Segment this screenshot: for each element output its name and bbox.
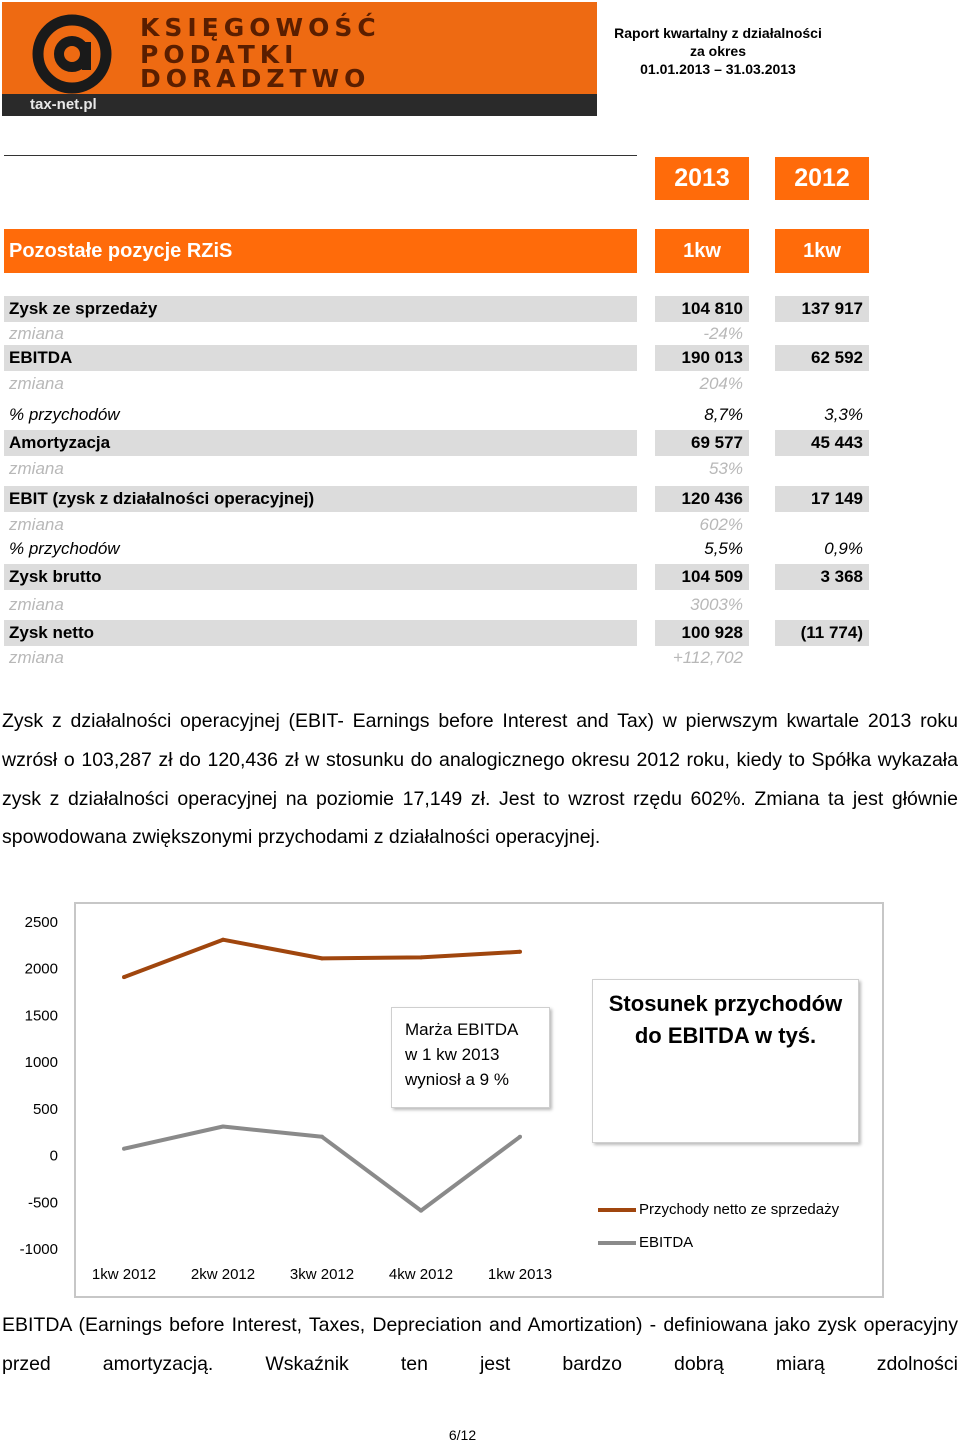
legend-swatch-revenue — [598, 1208, 636, 1212]
row-label: Zysk ze sprzedaży — [4, 296, 637, 322]
table-row — [4, 486, 870, 512]
logo-url: tax-net.pl — [30, 96, 97, 113]
row-label: Zysk brutto — [4, 564, 637, 590]
y-tick-label: 1500 — [24, 1007, 58, 1025]
table-row — [4, 296, 870, 322]
y-tick-label: 0 — [49, 1147, 58, 1165]
value-2013: 5,5% — [704, 539, 743, 558]
table-row — [4, 321, 870, 347]
logo-text-line-2: PODATKI — [140, 40, 299, 69]
table-row — [4, 564, 870, 590]
y-tick-label: 2500 — [24, 914, 58, 931]
section-title: Pozostałe pozycje RZiS — [4, 229, 637, 273]
table-row — [4, 345, 870, 371]
ebitda-margin-note: Marża EBITDA w 1 kw 2013 wyniosł a 9 % — [391, 1007, 550, 1108]
legend-label-ebitda: EBITDA — [639, 1234, 694, 1251]
legend-item-revenue — [598, 1199, 878, 1221]
legend-swatch-ebitda — [598, 1241, 636, 1245]
value-2013: 204% — [699, 374, 743, 393]
at-sign-icon — [32, 14, 112, 94]
year-header-2012: 2012 — [775, 157, 869, 200]
row-label: zmiana — [9, 374, 64, 393]
y-tick-label: 500 — [32, 1100, 58, 1118]
table-row — [4, 512, 870, 538]
logo-strip — [2, 94, 597, 116]
quarter-header-2012: 1kw — [775, 229, 869, 273]
year-header-2013: 2013 — [655, 157, 749, 200]
row-label: % przychodów — [9, 405, 120, 424]
value-2012 — [775, 645, 869, 671]
y-tick-label: 1000 — [24, 1054, 58, 1072]
row-label: EBITDA — [4, 345, 637, 371]
ebit-description: Zysk z działalności operacyjnej (EBIT- Earnings before Interest and Tax) w pierwszym kwartale 2013 roku wzrósł o 103,287 zł do 120,436 zł w stosunku do analogicznego okresu 2012 roku, kiedy to Spółka wykazała zysk z działalności operacyjnej na poziomie 17,149 zł. Jest to wzrost rzędu 602%. Zmiana ta jest głównie spowodowana zwiększonymi przychodami z działalności operacyjnej. — [2, 710, 958, 849]
chart-title: Stosunek przychodów do EBITDA w tyś. — [592, 979, 859, 1143]
x-tick-label: 3kw 2012 — [289, 1266, 355, 1283]
legend-item-ebitda — [598, 1232, 878, 1254]
value-2012 — [775, 512, 869, 538]
value-2012 — [775, 371, 869, 397]
y-tick-label: -500 — [27, 1194, 58, 1212]
company-logo — [2, 2, 597, 116]
value-2012 — [775, 456, 869, 482]
report-period-dates: 01.01.2013 – 31.03.2013 — [640, 61, 796, 77]
x-tick-label: 1kw 2012 — [91, 1266, 157, 1283]
ebitda-definition: EBITDA (Earnings before Interest, Taxes, Depreciation and Amortization) - definiowana jako zysk operacyjny przed amortyzacją. Wskaźnik ten jest bardzo dobrą miarą zdolności — [2, 1314, 958, 1375]
value-2012: 137 917 — [775, 296, 869, 322]
row-label: EBIT (zysk z działalności operacyjnej) — [4, 486, 637, 512]
value-2013: 3003% — [690, 595, 743, 614]
value-2013: 104 509 — [655, 564, 749, 590]
value-2012 — [775, 592, 869, 618]
value-2013: -24% — [703, 324, 743, 343]
table-row — [4, 536, 870, 562]
table-row — [4, 620, 870, 646]
report-title — [598, 24, 838, 78]
x-tick-label: 1kw 2013 — [487, 1266, 553, 1283]
value-2012: 3 368 — [775, 564, 869, 590]
quarter-header-2013: 1kw — [655, 229, 749, 273]
value-2013: 53% — [708, 459, 743, 478]
table-row — [4, 402, 870, 428]
report-title-line: Raport kwartalny z działalności — [614, 25, 822, 41]
table-row — [4, 430, 870, 456]
value-2013: 100 928 — [655, 620, 749, 646]
row-label: zmiana — [9, 648, 64, 667]
value-2013: 69 577 — [655, 430, 749, 456]
report-period-label: za okres — [689, 43, 747, 59]
row-label: zmiana — [9, 324, 64, 343]
value-2012: 3,3% — [824, 405, 863, 424]
row-label: zmiana — [9, 459, 64, 478]
y-tick-label: -1000 — [19, 1241, 58, 1258]
value-2012: 62 592 — [775, 345, 869, 371]
value-2012: 17 149 — [775, 486, 869, 512]
value-2013: 8,7% — [704, 405, 743, 424]
x-tick-label: 4kw 2012 — [388, 1266, 454, 1283]
row-label: % przychodów — [9, 539, 120, 558]
row-label: zmiana — [9, 595, 64, 614]
value-2013: 602% — [699, 515, 743, 534]
y-tick-label: 2000 — [24, 960, 58, 978]
value-2013: 104 810 — [655, 296, 749, 322]
value-2012 — [775, 321, 869, 347]
header-divider — [4, 155, 637, 156]
value-2012: (11 774) — [775, 620, 869, 646]
value-2012: 45 443 — [775, 430, 869, 456]
logo-text-line-3: DORADZTWO — [140, 64, 371, 93]
table-row — [4, 371, 870, 397]
table-row — [4, 456, 870, 482]
legend-label-revenue: Przychody netto ze sprzedaży — [639, 1201, 840, 1218]
table-row — [4, 592, 870, 618]
table-row — [4, 645, 870, 671]
row-label: zmiana — [9, 515, 64, 534]
value-2013: 120 436 — [655, 486, 749, 512]
row-label: Zysk netto — [4, 620, 637, 646]
row-label: Amortyzacja — [4, 430, 637, 456]
logo-text-line-1: KSIĘGOWOŚĆ — [140, 13, 381, 42]
value-2012: 0,9% — [824, 539, 863, 558]
value-2013: 190 013 — [655, 345, 749, 371]
value-2013: +112,702 — [672, 648, 743, 667]
x-tick-label: 2kw 2012 — [190, 1266, 256, 1283]
page-number: 6/12 — [448, 1427, 477, 1443]
